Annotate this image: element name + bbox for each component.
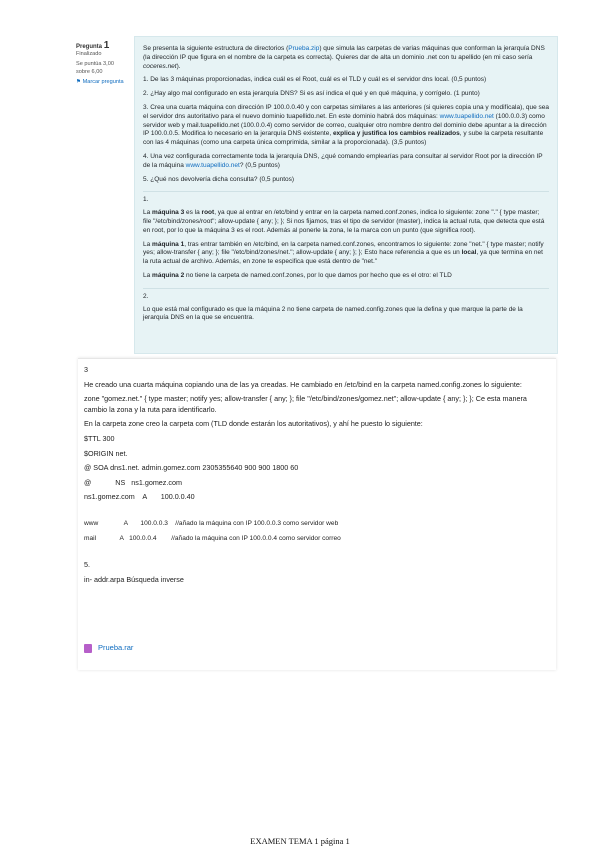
flag-icon: ⚑ [76, 78, 82, 85]
flag-question-link[interactable] [76, 79, 128, 86]
question-3: 3. Crea una cuarta máquina con dirección IP 100.0.0.40 y con carpetas similares a las anteriores (si quieres copia una y modifícala), que sea el servidor dns autoritativo para el nuevo dominio tuapellido.net. En este dominio habrá dos máquinas: www.tuapellido.net (100.0.0.3) como servidor web y mail.tuapellido.net (100.0.0.4) como servidor de correo, cualquier otro nombre dentro del dominio debe apuntar a la dirección IP 100.0.0.5. Modifica lo necesario en la jerarquía DNS existente, explica y justifica los cambios realizados, y sube la carpeta resultante con las 4 máquinas (como una carpeta única comprimida, similar a la proporcionada). (3,5 puntos) [143, 103, 549, 147]
flag-question-label: Marcar pregunta [82, 78, 124, 85]
tuapellido-link-2[interactable]: www.tuapellido.net [185, 161, 240, 169]
attachment-name: Prueba.rar [98, 643, 134, 652]
record-line: www A 100.0.0.3 //añado la máquina con IP 100.0.0.3 como servidor web [84, 519, 339, 527]
question-1: 1. De las 3 máquinas proporcionadas, indica cuál es el Root, cuál es el TLD y cuál es el servidor dns local. (0,5 puntos) [143, 76, 487, 84]
question-5: 5. ¿Qué nos devolvería dicha consulta? (0,5 puntos) [143, 175, 295, 183]
divider [143, 288, 549, 289]
question-2: 2. ¿Hay algo mal configurado en esta jerarquía DNS? Si es así indica el qué y en qué máquina, y corrígelo. (1 punto) [143, 90, 480, 98]
answer-3-p1: He creado una cuarta máquina copiando una de las ya creadas. He cambiado en /etc/bind en la carpeta named.config.zones lo siguiente: [84, 379, 522, 389]
question-number-value: 1 [103, 40, 110, 51]
zone-line: @ SOA dns1.net. admin.gomez.com 2305355640 900 900 1800 60 [84, 463, 299, 473]
answer-1-p3: La máquina 2 no tiene la carpeta de named.conf.zones, por lo que damos por hecho que es el otro: el TLD [143, 271, 452, 279]
attachment-link[interactable] [84, 643, 133, 654]
answer-5-number: 5. [84, 560, 90, 570]
prueba-zip-link[interactable]: Prueba.zip [288, 45, 320, 52]
zone-line: $TTL 300 [84, 433, 115, 443]
zone-line: ns1.gomez.com A 100.0.0.40 [84, 492, 195, 502]
archive-file-icon [84, 644, 92, 653]
question-panel [68, 36, 560, 354]
question-number [76, 42, 128, 51]
question-label: Pregunta [76, 44, 103, 50]
zone-line: @ NS ns1.gomez.com [84, 477, 182, 487]
answer-3-p3: En la carpeta zone creo la carpeta com (TLD donde estarán los autoritativos), y ahí he puesto lo siguiente: [84, 419, 423, 429]
record-line: mail A 100.0.0.4 //añado la máquina con IP 100.0.0.4 como servidor correo [84, 534, 341, 542]
answer-5-text: in- addr.arpa Búsqueda inverse [84, 574, 184, 584]
answer-1-p2: La máquina 1, tras entrar también en /etc/bind, en la carpeta named.conf.zones, encontramos lo siguiente: zone "net." { type master; notify yes; allow-transfer { any; }; file "/etc/bind/zones/net."; allow-update { any; }; }; Esto hace referencia a que es un local, ya que termina en net la ruta actual de archivo. Además, en zone te especifica que está dentro de "net." [143, 240, 544, 266]
question-intro: Se presenta la siguiente estructura de directorios (Prueba.zip) que simula las carpetas de varias máquinas que conforman la jerarquía DNS (la dirección IP que figura en el nombre de la carpeta es correcta). Quieres dar de alta un dominio .net con tu apellido (en mi caso sería coceres.net). [143, 45, 545, 70]
answer-3-p2: zone "gomez.net." { type master; notify yes; allow-transfer { any; }; file "/etc/bind/zones/gomez.net"; allow-update { any; }; }; Ce esta manera cambio la zona y la ruta para identificarlo. [84, 394, 527, 414]
zone-line: $ORIGIN net. [84, 448, 128, 458]
tuapellido-link[interactable]: www.tuapellido.net [439, 112, 494, 120]
question-info [76, 42, 128, 86]
question-4: 4. Una vez configurada correctamente toda la jerarquía DNS, ¿qué comando emplearías para consultar al servidor Root por la dirección IP de la máquina www.tuapellido.net? (0,5 puntos) [143, 152, 543, 169]
answer-1-p1: La máquina 3 es la root, ya que al entrar en /etc/bind y entrar en la carpeta named.conf.zones, indica lo siguiente: zone "." { type master; file "/etc/bind/zones/root"; allow-update { any; }; }; Si nos fijamos, tras el tipo de servidor (master), indica la actual ruta, que detecta que está en root, por lo que la máquina 3 es el root. Además al ponerle la zona, le la marca con un punto (que significa root). [143, 209, 545, 234]
question-text-box [134, 36, 558, 354]
divider [143, 191, 549, 192]
answer-panel-continued [78, 358, 556, 670]
answer-1-number: 1. [143, 196, 149, 204]
question-state: Finalizado [76, 51, 102, 58]
question-score: Se puntúa 3,00 sobre 6,00 [76, 61, 114, 75]
answer-2-text: Lo que está mal configurado es que la máquina 2 no tiene carpeta de named.config.zones que la defina y que marque la parte de la jerarquía DNS en la que se encuentra. [143, 305, 523, 322]
answer-3-number: 3 [84, 365, 88, 374]
page-footer: EXAMEN TEMA 1 página 1 [250, 836, 350, 846]
answer-2-number: 2. [143, 292, 149, 300]
